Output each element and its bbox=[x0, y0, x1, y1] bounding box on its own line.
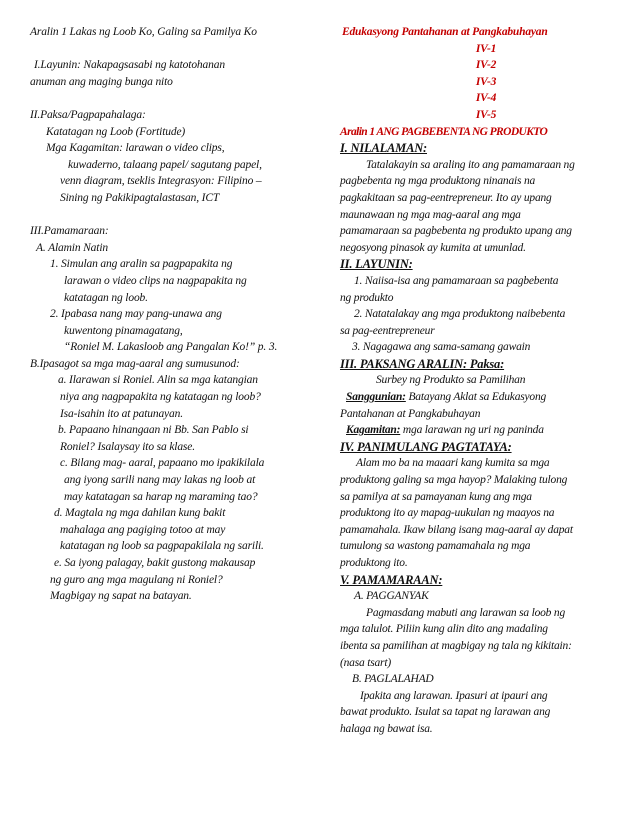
content-line: Tatalakayin sa araling ito ang pamamaraan ng bbox=[366, 158, 575, 171]
grade-section: IV-2 bbox=[475, 59, 497, 72]
question-line: Isa-isahin ito at patunayan. bbox=[60, 407, 183, 420]
question-line: a. Ilarawan si Roniel. Alin sa mga katangian bbox=[58, 374, 258, 387]
content-line: pagkakitaan sa pag-eentrepreneur. Ito ay upang bbox=[340, 191, 552, 204]
procedure-line: kuwentong pinamagatang, bbox=[64, 324, 183, 337]
procedure-line: Pagmasdang mabuti ang larawan sa loob ng bbox=[366, 606, 566, 619]
reference-line: Pantahanan at Pangkabuhayan bbox=[340, 407, 481, 420]
materials-text: mga larawan ng uri ng paninda bbox=[400, 424, 544, 437]
materials-label: Kagamitan: bbox=[346, 424, 401, 437]
subject-title: Edukasyong Pantahanan at Pangkabuhayan bbox=[342, 26, 548, 38]
objective-line: 2. Natatalakay ang mga produktong naibebenta bbox=[354, 308, 566, 321]
objective-line: 1. Naiisa-isa ang pamamaraan sa pagbebenta bbox=[354, 274, 559, 287]
lesson-title-right: Aralin 1 ANG PAGBEBENTA NG PRODUKTO bbox=[340, 125, 548, 138]
question-line: niya ang nagpapakita ng katatagan ng loob? bbox=[60, 391, 261, 404]
reference-line bbox=[340, 389, 624, 406]
grade-section: IV-4 bbox=[475, 92, 497, 105]
question-line: Roniel? Isalaysay ito sa klase. bbox=[60, 440, 195, 453]
subject-line: Katatagan ng Loob (Fortitude) bbox=[46, 125, 186, 138]
procedure-line: Ipakita ang larawan. Ipasuri at ipauri ang bbox=[360, 689, 548, 702]
pretest-line: produktong ito. bbox=[340, 557, 408, 569]
question-line: Magbigay ng sapat na batayan. bbox=[50, 590, 192, 603]
procedure-line: ibenta sa pamilihan at magbigay ng tala ng kikitain: bbox=[340, 639, 572, 652]
procedure-line: (nasa tsart) bbox=[340, 656, 391, 669]
reference-text: Batayang Aklat sa Edukasyong bbox=[405, 391, 547, 404]
procedure-line: bawat produkto. Isulat sa tapat ng larawan ang bbox=[340, 706, 551, 719]
reference-label: Sanggunian: bbox=[346, 391, 406, 404]
procedure-line: B.Ipasagot sa mga mag-aaral ang sumusunod: bbox=[30, 357, 240, 370]
content-line: negosyong pinasok ay kumita at umunlad. bbox=[340, 241, 526, 254]
pretest-heading: IV. PANIMULANG PAGTATAYA: bbox=[340, 439, 512, 454]
topic-heading: III. PAKSANG ARALIN: Paksa: bbox=[340, 356, 505, 371]
procedure-line: 1. Simulan ang aralin sa pagpapakita ng bbox=[50, 258, 233, 271]
question-line: b. Papaano hinangaan ni Bb. San Pablo si bbox=[58, 424, 249, 437]
subject-heading: II.Paksa/Pagpapahalaga: bbox=[30, 108, 146, 121]
procedure-step: A. PAGGANYAK bbox=[354, 590, 429, 603]
objectives-heading: II. LAYUNIN: bbox=[340, 257, 413, 272]
objective-line: sa pag-eentrepreneur bbox=[340, 324, 435, 337]
pretest-line: sa pamilya at sa pamayanan kung ang mga bbox=[340, 490, 532, 503]
question-line: e. Sa iyong palagay, bakit gustong makausap bbox=[54, 557, 256, 569]
topic-line: Surbey ng Produkto sa Pamilihan bbox=[376, 374, 526, 387]
question-line: ang iyong sarili nang may lakas ng loob at bbox=[64, 474, 256, 487]
objective-line: I.Layunin: Nakapagsasabi ng katotohanan bbox=[34, 59, 225, 72]
question-line: c. Bilang mag- aaral, papaano mo ipakikilala bbox=[60, 457, 265, 470]
materials-line: Mga Kagamitan: larawan o video clips, bbox=[46, 142, 225, 155]
question-line: katatagan ng loob sa pagpapakilala ng sarili. bbox=[60, 540, 264, 553]
materials-line: venn diagram, tseklis Integrasyon: Filipino – bbox=[60, 175, 262, 188]
procedure-heading-right: V. PAMAMARAAN: bbox=[340, 572, 443, 587]
question-line: d. Magtala ng mga dahilan kung bakit bbox=[54, 507, 226, 520]
procedure-heading: III.Pamamaraan: bbox=[30, 225, 109, 238]
pretest-line: produktong galing sa mga hayop? Malaking tulong bbox=[340, 474, 568, 487]
procedure-line: A. Alamin Natin bbox=[36, 241, 108, 254]
right-column bbox=[340, 24, 624, 738]
pretest-line: produktong ito ay mapag-uukulan ng maayos na bbox=[340, 507, 555, 520]
procedure-line: mga talulot. Piliin kung alin dito ang madaling bbox=[340, 623, 548, 636]
materials-line bbox=[340, 422, 624, 439]
grade-section: IV-5 bbox=[475, 108, 497, 121]
question-line: may katatagan sa harap ng maraming tao? bbox=[64, 490, 258, 503]
objective-line: 3. Nagagawa ang sama-samang gawain bbox=[352, 341, 531, 354]
procedure-line: larawan o video clips na nagpapakita ng bbox=[64, 274, 247, 287]
procedure-line: halaga ng bawat isa. bbox=[340, 722, 433, 735]
content-line: maunawaan ng mga mag-aaral ang mga bbox=[340, 208, 521, 221]
grade-section: IV-1 bbox=[475, 42, 497, 55]
objective-line: anuman ang maging bunga nito bbox=[30, 75, 173, 88]
pretest-line: Alam mo ba na maaari kang kumita sa mga bbox=[356, 457, 550, 470]
content-heading: I. NILALAMAN: bbox=[340, 141, 427, 156]
content-line: pamamaraan sa pagbebenta ng produkto upang ang bbox=[340, 225, 572, 238]
left-column bbox=[30, 24, 320, 605]
pretest-line: pamamahala. Ikaw bilang isang mag-aaral ay dapat bbox=[340, 523, 573, 536]
procedure-line: 2. Ipabasa nang may pang-unawa ang bbox=[50, 308, 222, 321]
pretest-line: tumulong sa wastong pamamahala ng mga bbox=[340, 540, 531, 553]
question-line: mahalaga ang pagiging totoo at may bbox=[60, 523, 226, 536]
procedure-step: B. PAGLALAHAD bbox=[352, 673, 434, 686]
procedure-line: “Roniel M. Lakasloob ang Pangalan Ko!” p. 3. bbox=[64, 341, 278, 354]
content-line: pagbebenta ng mga produktong ninanais na bbox=[340, 175, 536, 188]
objective-line: ng produkto bbox=[340, 291, 394, 304]
materials-line: Sining ng Pakikipagtalastasan, ICT bbox=[60, 191, 220, 204]
materials-line: kuwaderno, talaang papel/ sagutang papel, bbox=[68, 158, 262, 171]
lesson-title: Aralin 1 Lakas ng Loob Ko, Galing sa Pamilya Ko bbox=[30, 26, 257, 38]
procedure-line: katatagan ng loob. bbox=[64, 291, 148, 304]
grade-section: IV-3 bbox=[475, 75, 497, 88]
question-line: ng guro ang mga magulang ni Roniel? bbox=[50, 573, 223, 586]
